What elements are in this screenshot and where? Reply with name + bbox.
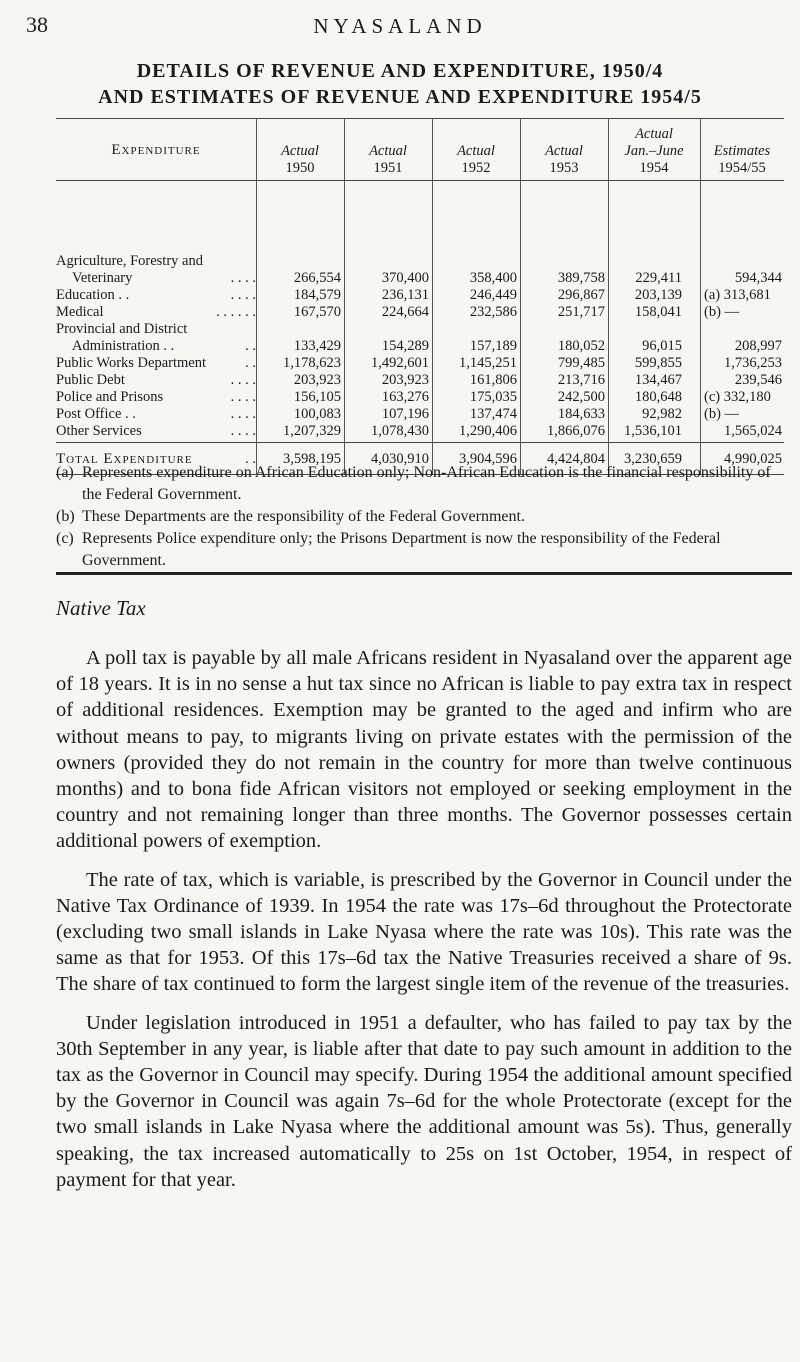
cell-1953: 184,633 xyxy=(557,406,605,422)
table-top-rule xyxy=(56,118,784,119)
row-label: Post Office . . xyxy=(56,406,136,422)
footnote-mark: (c) xyxy=(56,530,74,547)
cell-1950: 266,554 xyxy=(293,270,341,286)
cell-1952: 246,449 xyxy=(469,287,517,303)
body-text xyxy=(56,645,792,1205)
leader-dots: . . xyxy=(245,338,256,354)
footnote-text: Represents expenditure on African Education only; Non-African Education is the financial responsibility of the Federal Government. xyxy=(82,464,771,503)
cell-1954: 96,015 xyxy=(642,338,682,354)
footnote-mark: (a) xyxy=(56,464,74,481)
cell-1951: 224,664 xyxy=(381,304,429,320)
column-header-1951: Actual 1951 xyxy=(369,143,407,176)
leader-dots: . . . . xyxy=(230,406,256,422)
row-label-line-1: Provincial and District xyxy=(56,321,188,337)
table-footnotes xyxy=(56,462,792,572)
cell-1952: 1,145,251 xyxy=(459,355,517,371)
paragraph: Under legislation introduced in 1951 a defaulter, who has failed to pay tax by the 30th September in any year, is liable after that date to pay such amount in addition to the tax as the Governor in Council may specify. During 1954 the additional amount specified by the Governor in Council was again 7s–6d for the whole Protectorate (except for the two small islands in Lake Nyasa where the additional amount was 5s). Thus, generally speaking, the tax increased automatically to 25s on 1st October, 1954, in respect of payment for that year. xyxy=(56,1011,792,1191)
cell-1952: 157,189 xyxy=(469,338,517,354)
cell-1950: 167,570 xyxy=(293,304,341,320)
cell-1954: 180,648 xyxy=(634,389,682,405)
column-header-1954: Actual Jan.–June 1954 xyxy=(624,126,684,176)
cell-1950: 100,083 xyxy=(293,406,341,422)
total-1950: 3,598,195 xyxy=(283,451,341,467)
row-label: Public Works Department xyxy=(56,355,206,371)
cell-1953: 242,500 xyxy=(557,389,605,405)
leader-dots: . . . . xyxy=(230,270,256,286)
total-1954: 3,230,659 xyxy=(624,451,682,467)
cell-1951: 154,289 xyxy=(381,338,429,354)
table-row xyxy=(56,253,784,286)
cell-1950: 1,178,623 xyxy=(283,355,341,371)
paragraph: The rate of tax, which is variable, is prescribed by the Governor in Council under the Native Tax Ordinance of 1939. In 1954 the rate was 17s–6d throughout the Protectorate (excluding two small islands in Lake Nyasa where the rate was 10s). This rate was the same as that for 1953. Of this 17s–6d tax the Native Treasuries received a share of 9s. The share of tax continued to form the largest single item of the revenue of the treasuries. xyxy=(56,868,792,996)
cell-1954: 1,536,101 xyxy=(624,423,682,439)
cell-estimates: (b) — xyxy=(704,406,740,422)
table-row xyxy=(56,423,784,439)
cell-1954: 229,411 xyxy=(635,270,682,286)
cell-1951: 163,276 xyxy=(381,389,429,405)
leader-dots: . . . . xyxy=(230,372,256,388)
table-row xyxy=(56,389,784,405)
footnote-a xyxy=(56,462,792,506)
cell-1953: 251,717 xyxy=(557,304,605,320)
cell-1952: 232,586 xyxy=(469,304,517,320)
table-row xyxy=(56,287,784,303)
cell-1951: 203,923 xyxy=(381,372,429,388)
table-title xyxy=(0,58,800,110)
cell-1953: 1,866,076 xyxy=(547,423,605,439)
table-row xyxy=(56,372,784,388)
cell-1951: 1,492,601 xyxy=(371,355,429,371)
cell-1951: 236,131 xyxy=(381,287,429,303)
table-row xyxy=(56,321,784,354)
total-estimates: 4,990,025 xyxy=(724,451,782,467)
cell-1952: 137,474 xyxy=(469,406,517,422)
column-header-1953: Actual 1953 xyxy=(545,143,583,176)
cell-1950: 184,579 xyxy=(293,287,341,303)
leader-dots: . . xyxy=(245,355,256,371)
stub-header: Expenditure xyxy=(111,142,201,158)
cell-1954: 203,139 xyxy=(634,287,682,303)
footnote-mark: (b) xyxy=(56,508,75,525)
leader-dots: . . . . xyxy=(230,389,256,405)
footnote-text: Represents Police expenditure only; the Prisons Department is now the responsibility of the Federal Government. xyxy=(82,530,721,569)
table-row xyxy=(56,304,784,320)
cell-1951: 370,400 xyxy=(381,270,429,286)
total-1951: 4,030,910 xyxy=(371,451,429,467)
section-heading: Native Tax xyxy=(56,596,146,620)
header-rule xyxy=(56,180,784,181)
column-header-estimates: Estimates 1954/55 xyxy=(713,143,771,176)
cell-1952: 358,400 xyxy=(469,270,517,286)
cell-1953: 799,485 xyxy=(557,355,605,371)
cell-1954: 134,467 xyxy=(634,372,682,388)
cell-1950: 156,105 xyxy=(293,389,341,405)
cell-1952: 175,035 xyxy=(469,389,517,405)
cell-estimates: (b) — xyxy=(704,304,740,320)
row-label-line-1: Agriculture, Forestry and xyxy=(56,253,203,269)
cell-1952: 1,290,406 xyxy=(459,423,517,439)
cell-1953: 389,758 xyxy=(557,270,605,286)
column-header-1952: Actual 1952 xyxy=(457,143,495,176)
row-label: Other Services xyxy=(56,423,142,439)
row-label: Education . . xyxy=(56,287,130,303)
row-label: Police and Prisons xyxy=(56,389,164,405)
column-header-1950: Actual 1950 xyxy=(281,143,319,176)
table-row xyxy=(56,406,784,422)
cell-1953: 296,867 xyxy=(557,287,605,303)
cell-estimates: 594,344 xyxy=(734,270,782,286)
total-rule xyxy=(56,442,784,443)
leader-dots: . . . . . . xyxy=(216,304,256,320)
footnote-text: These Departments are the responsibility of the Federal Government. xyxy=(82,508,525,525)
total-1952: 3,904,596 xyxy=(459,451,517,467)
table-title-line-2: AND ESTIMATES OF REVENUE AND EXPENDITURE 1954/5 xyxy=(98,86,702,108)
paragraph: A poll tax is payable by all male Africans resident in Nyasaland over the apparent age of 18 years. It is in no sense a hut tax since no African is liable to pay extra tax in respect of additional residences. Exemption may be granted to the aged and infirm who are without means to pay, to migrants living on private estates with the permission of the owners (provided they do not remain in the country for more than twelve continuous months) and to bona fide African visitors not employed or seeking employment in the country and not remaining longer than three months. The Governor possesses certain additional powers of exemption. xyxy=(56,647,792,853)
footnote-b xyxy=(56,506,792,528)
table-title-line-1: DETAILS OF REVENUE AND EXPENDITURE, 1950/4 xyxy=(136,60,664,82)
row-label: Medical xyxy=(56,304,104,320)
leader-dots: . . . . xyxy=(230,287,256,303)
cell-estimates: (c) 332,180 xyxy=(704,389,771,405)
leader-dots: . . . . xyxy=(230,423,256,439)
total-label: Total Expenditure xyxy=(56,451,193,467)
footnote-c xyxy=(56,528,792,572)
cell-estimates: (a) 313,681 xyxy=(704,287,771,303)
cell-estimates: 1,565,024 xyxy=(724,423,782,439)
section-divider xyxy=(56,572,792,575)
cell-estimates: 208,997 xyxy=(734,338,782,354)
row-label: Administration . . xyxy=(72,338,175,354)
leader-dots: . . xyxy=(245,451,256,467)
row-label: Public Debt xyxy=(56,372,125,388)
cell-1950: 133,429 xyxy=(293,338,341,354)
cell-estimates: 239,546 xyxy=(734,372,782,388)
cell-estimates: 1,736,253 xyxy=(724,355,782,371)
cell-1950: 203,923 xyxy=(293,372,341,388)
cell-1954: 599,855 xyxy=(634,355,682,371)
cell-1954: 158,041 xyxy=(634,304,682,320)
table-row xyxy=(56,355,784,371)
cell-1953: 180,052 xyxy=(557,338,605,354)
cell-1951: 107,196 xyxy=(381,406,429,422)
cell-1952: 161,806 xyxy=(469,372,517,388)
total-1953: 4,424,804 xyxy=(547,451,605,467)
cell-1953: 213,716 xyxy=(557,372,605,388)
running-head xyxy=(0,12,800,42)
cell-1954: 92,982 xyxy=(642,406,682,422)
cell-1951: 1,078,430 xyxy=(371,423,429,439)
page-number: 38 xyxy=(26,12,48,37)
cell-1950: 1,207,329 xyxy=(283,423,341,439)
row-label: Veterinary xyxy=(72,270,133,286)
running-title: NYASALAND xyxy=(313,14,487,38)
